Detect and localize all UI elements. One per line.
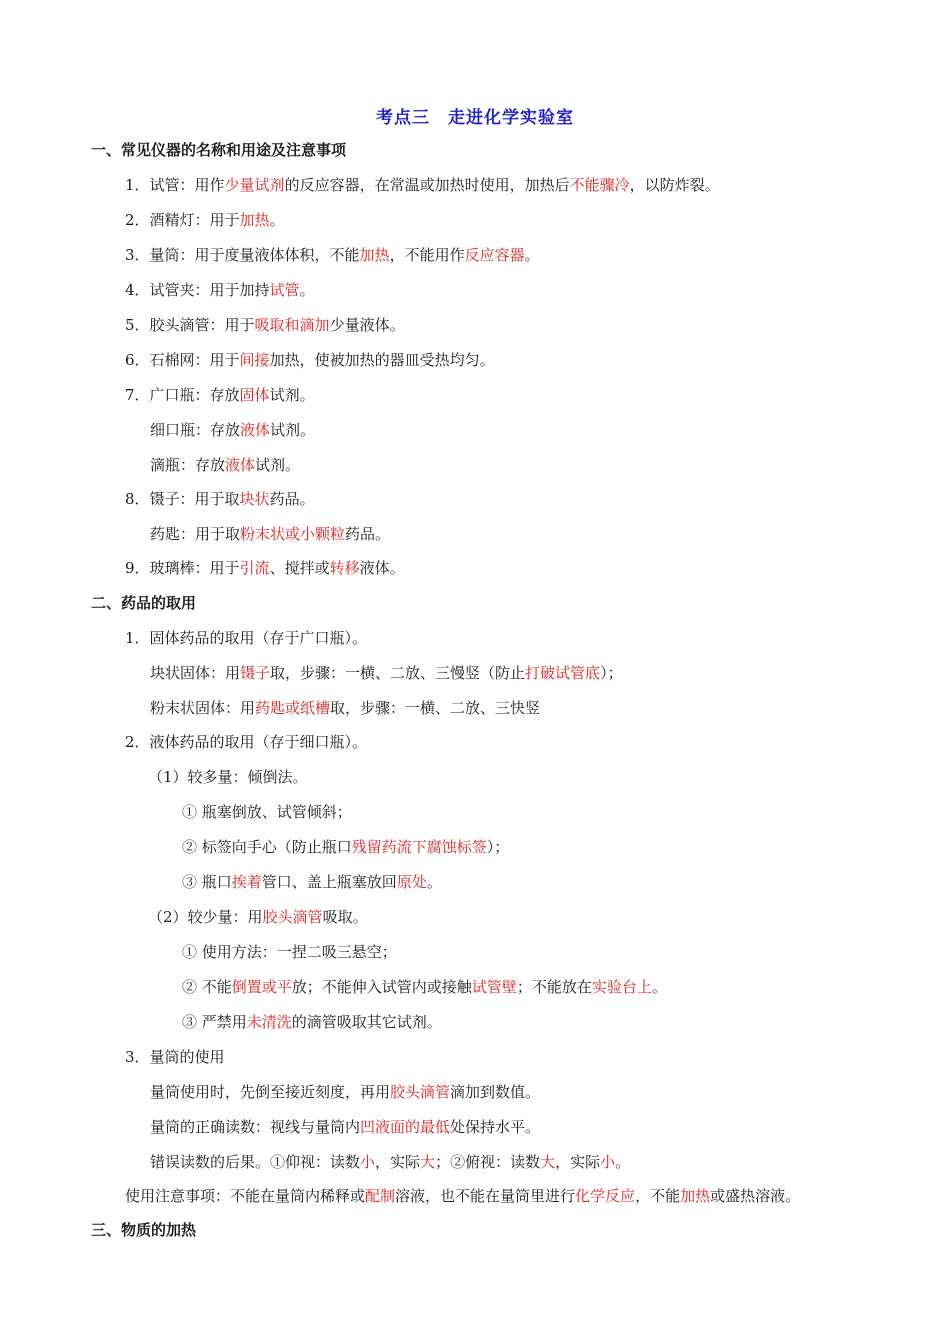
text-line	[125, 350, 495, 370]
text-segment: ；②俯视：读数	[435, 1153, 541, 1171]
section-heading	[91, 140, 346, 160]
text-segment: ② 标签向手心（防止瓶口	[182, 838, 352, 856]
page-title: 考点三 走进化学实验室	[376, 108, 574, 128]
text-segment: ，实际	[375, 1153, 421, 1171]
text-segment: 试剂。	[270, 421, 316, 439]
text-line	[150, 663, 623, 683]
text-segment: 三、物质的加热	[91, 1221, 197, 1239]
text-segment: 试剂。	[269, 386, 315, 404]
highlighted-text: 小	[360, 1153, 376, 1171]
highlighted-text: 未清洗	[246, 1013, 292, 1031]
highlighted-text: 化学反应	[575, 1187, 636, 1205]
highlighted-text: 镊子	[240, 664, 271, 682]
text-segment: 粉末状固体：用	[150, 699, 256, 717]
text-segment: 的反应容器，在常温或加热时使用，加热后	[284, 176, 570, 194]
highlighted-text: 残留药流下腐蚀标签	[351, 838, 487, 856]
text-line	[125, 315, 405, 335]
text-segment: 2．液体药品的取用（存于细口瓶）。	[125, 733, 368, 751]
text-segment: 或盛热溶液。	[710, 1187, 801, 1205]
text-segment: （1）较多量：倾倒法。	[148, 768, 308, 786]
text-segment: 3．量筒：用于度量液体体积，不能	[125, 246, 360, 264]
highlighted-text: 间接	[239, 351, 270, 369]
text-segment: ③ 瓶口	[182, 873, 232, 891]
highlighted-text: 固体	[239, 386, 270, 404]
section-heading	[91, 593, 196, 613]
text-segment: 。	[299, 281, 315, 299]
highlighted-text: 药匙或纸槽	[255, 699, 331, 717]
text-segment: 溶液，也不能在量筒里进行	[395, 1187, 576, 1205]
text-segment: ，不能用作	[389, 246, 465, 264]
highlighted-text: 挨着	[231, 873, 262, 891]
text-line	[125, 245, 540, 265]
text-segment: 液体。	[359, 559, 405, 577]
text-segment: ③ 严禁用	[182, 1013, 247, 1031]
text-segment: 5．胶头滴管：用于	[125, 316, 255, 334]
highlighted-text: 少量试剂	[224, 176, 285, 194]
text-segment: 量筒的正确读数：视线与量筒内	[150, 1118, 361, 1136]
highlighted-text: 试管	[269, 281, 300, 299]
text-line	[148, 907, 368, 927]
highlighted-text: 粉末状或小颗粒	[240, 525, 346, 543]
text-segment: 4．试管夹：用于加持	[125, 281, 270, 299]
text-segment: （2）较少量：用	[148, 908, 263, 926]
text-line	[150, 698, 540, 718]
text-segment: 1．试管：用作	[125, 176, 225, 194]
text-line	[150, 1117, 540, 1137]
text-segment: 取，步骤：一横、二放、三快竖	[330, 699, 541, 717]
highlighted-text: 转移	[329, 559, 360, 577]
text-segment: 二、药品的取用	[91, 594, 197, 612]
text-segment: 错误读数的后果。①仰视：读数	[150, 1153, 361, 1171]
text-segment: 块状固体：用	[150, 664, 241, 682]
text-segment: 。	[426, 873, 442, 891]
highlighted-text: 液体	[240, 421, 271, 439]
text-segment: 6．石棉网：用于	[125, 351, 240, 369]
text-segment: 取，步骤：一横、二放、三慢竖（防止	[270, 664, 526, 682]
text-segment: ）；	[486, 838, 510, 856]
text-segment: 加热，使被加热的器皿受热均匀。	[269, 351, 495, 369]
text-segment: 。	[615, 1153, 631, 1171]
text-segment: 处保持水平。	[450, 1118, 541, 1136]
text-segment: 吸取。	[322, 908, 368, 926]
text-line	[148, 767, 308, 787]
text-segment: ，以防炸裂。	[629, 176, 720, 194]
text-segment: 8．镊子：用于取	[125, 490, 240, 508]
text-segment: 药品。	[269, 490, 315, 508]
text-segment: 7．广口瓶：存放	[125, 386, 240, 404]
text-line	[182, 837, 509, 857]
text-line	[125, 1047, 225, 1067]
text-segment: 药匙：用于取	[150, 525, 241, 543]
text-line	[125, 385, 315, 405]
text-segment: 滴加到数值。	[450, 1083, 541, 1101]
text-segment: 一、常见仪器的名称和用途及注意事项	[91, 141, 347, 159]
highlighted-text: 试管壁	[471, 978, 517, 996]
text-line	[125, 489, 315, 509]
text-line	[182, 977, 667, 997]
text-line	[182, 802, 352, 822]
text-line	[150, 524, 390, 544]
highlighted-text: 胶头滴管	[262, 908, 323, 926]
highlighted-text: 块状	[239, 490, 270, 508]
text-segment: 管口、盖上瓶塞放回	[261, 873, 397, 891]
highlighted-text: 吸取和滴加	[254, 316, 330, 334]
highlighted-text: 引流	[239, 559, 270, 577]
text-segment: 放；不能伸入试管内或接触	[291, 978, 472, 996]
highlighted-text: 配制	[365, 1187, 396, 1205]
text-segment: 。	[524, 246, 540, 264]
highlighted-text: 大	[540, 1153, 556, 1171]
highlighted-text: 原处	[396, 873, 427, 891]
text-line	[182, 942, 397, 962]
highlighted-text: 反应容器	[464, 246, 525, 264]
text-segment: 3．量筒的使用	[125, 1048, 225, 1066]
text-line	[150, 420, 315, 440]
highlighted-text: 胶头滴管	[390, 1083, 451, 1101]
text-segment: 试剂。	[255, 456, 301, 474]
text-segment: 药品。	[345, 525, 391, 543]
text-segment: 1．固体药品的取用（存于广口瓶）。	[125, 629, 368, 647]
text-segment: 的滴管吸取其它试剂。	[291, 1013, 442, 1031]
text-line	[150, 1152, 630, 1172]
text-segment: ）；	[600, 664, 623, 682]
text-line	[125, 210, 285, 230]
text-segment: 。	[651, 978, 667, 996]
highlighted-text: 加热	[359, 246, 390, 264]
text-line	[125, 732, 367, 752]
text-line	[182, 1012, 442, 1032]
text-segment: ① 瓶塞倒放、试管倾斜；	[182, 803, 352, 821]
text-line	[150, 1082, 540, 1102]
text-line	[125, 280, 315, 300]
section-heading	[91, 1220, 196, 1240]
highlighted-text: 加热	[239, 211, 270, 229]
text-segment: ① 使用方法：一捏二吸三悬空；	[182, 943, 397, 961]
text-line	[125, 558, 405, 578]
text-segment: ；不能放在	[516, 978, 592, 996]
highlighted-text: 加热	[680, 1187, 711, 1205]
text-line	[125, 1186, 800, 1206]
highlighted-text: 大	[420, 1153, 436, 1171]
highlighted-text: 小	[600, 1153, 616, 1171]
text-segment: 滴瓶：存放	[150, 456, 226, 474]
text-segment: ，不能	[635, 1187, 681, 1205]
text-line	[125, 628, 367, 648]
highlighted-text: 液体	[225, 456, 256, 474]
text-segment: 9．玻璃棒：用于	[125, 559, 240, 577]
text-segment: ，实际	[555, 1153, 601, 1171]
highlighted-text: 不能骤冷	[569, 176, 630, 194]
text-line	[125, 175, 720, 195]
text-segment: ② 不能	[182, 978, 232, 996]
highlighted-text: 倒置或平	[231, 978, 292, 996]
highlighted-text: 实验台上	[591, 978, 652, 996]
highlighted-text: 凹液面的最低	[360, 1118, 451, 1136]
text-segment: 使用注意事项：不能在量筒内稀释或	[125, 1187, 366, 1205]
text-segment: 、搅拌或	[269, 559, 330, 577]
text-segment: 少量液体。	[329, 316, 405, 334]
text-segment: 。	[269, 211, 285, 229]
text-segment: 2．酒精灯：用于	[125, 211, 240, 229]
text-segment: 量筒使用时，先倒至接近刻度，再用	[150, 1083, 391, 1101]
highlighted-text: 打破试管底	[525, 664, 601, 682]
text-segment: 细口瓶：存放	[150, 421, 241, 439]
text-line	[182, 872, 442, 892]
text-line	[150, 455, 300, 475]
